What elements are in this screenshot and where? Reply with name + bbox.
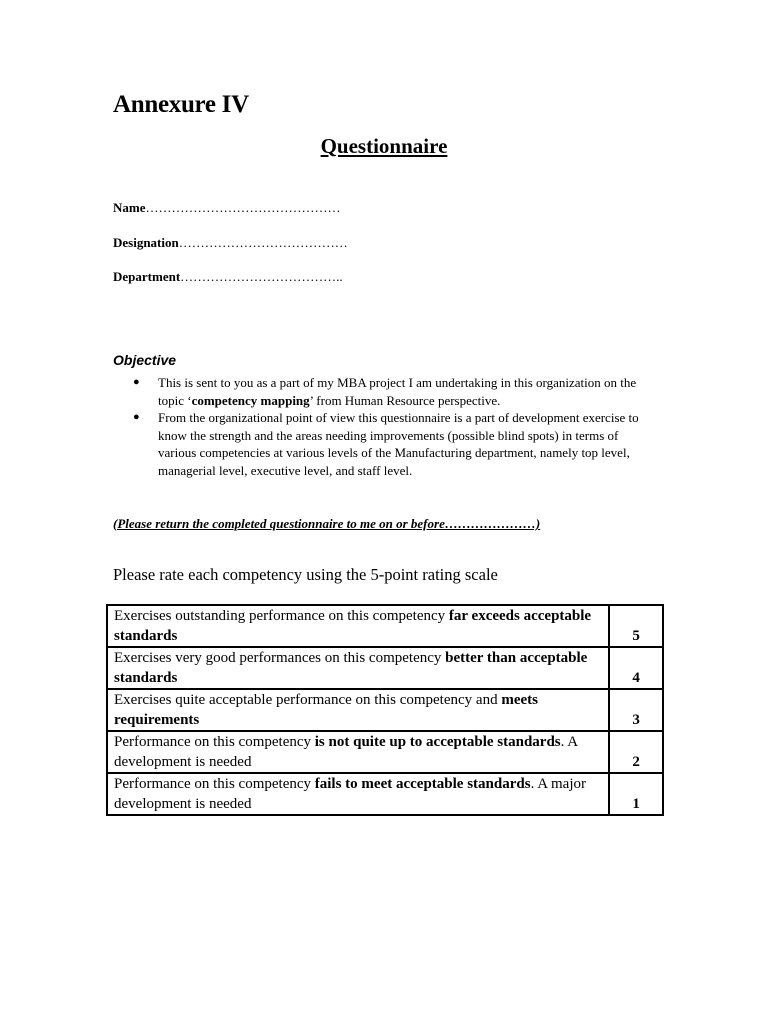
objective-heading: Objective — [113, 352, 177, 368]
objective-item-text: ’ from Human Resource perspective. — [309, 392, 501, 408]
objective-item-text: From the organizational point of view this questionnaire is a part of development exercise to know the strength and the areas needing improvements (possible blind spots) in terms of various competencies at various levels of the Manufacturing department, namely top level, managerial level, executive level, and staff level. — [158, 410, 639, 478]
rating-text: Exercises outstanding performance on this competency — [114, 608, 449, 624]
designation-field[interactable] — [113, 235, 348, 251]
rating-row — [107, 605, 663, 647]
designation-label: Designation — [113, 235, 179, 250]
rating-description — [107, 773, 609, 815]
rating-score: 5 — [609, 605, 663, 647]
department-field[interactable] — [113, 269, 343, 285]
designation-blank[interactable]: ………………………………… — [178, 235, 348, 250]
name-label: Name — [113, 200, 146, 215]
name-blank[interactable]: ……………………………………… — [145, 200, 341, 215]
bullet-icon: ● — [133, 411, 140, 423]
rating-emphasis: is not quite up to acceptable standards — [314, 734, 561, 750]
rating-text: Exercises very good performances on this competency — [114, 650, 446, 666]
rating-row — [107, 647, 663, 689]
objective-list — [113, 374, 653, 479]
rating-description — [107, 647, 609, 689]
rating-score: 1 — [609, 773, 663, 815]
department-blank[interactable]: ……………………………….. — [180, 269, 343, 284]
rating-score: 2 — [609, 731, 663, 773]
rating-text: Exercises quite acceptable performance on this competency and — [114, 692, 502, 708]
rating-instruction: Please rate each competency using the 5-point rating scale — [113, 565, 498, 584]
rating-row — [107, 731, 663, 773]
rating-emphasis: far exceeds acceptable standards — [114, 608, 592, 644]
objective-item — [133, 409, 653, 479]
objective-item-emphasis: competency mapping — [191, 392, 310, 408]
rating-row — [107, 689, 663, 731]
department-label: Department — [113, 269, 181, 284]
page-title: Annexure IV — [113, 91, 249, 118]
rating-text: . A development is needed — [114, 734, 578, 770]
bullet-icon: ● — [133, 376, 140, 388]
rating-score: 3 — [609, 689, 663, 731]
objective-item — [133, 374, 653, 409]
rating-emphasis: meets requirements — [114, 692, 538, 728]
name-field[interactable] — [113, 200, 341, 216]
rating-text: Performance on this competency — [114, 776, 315, 792]
rating-text: Performance on this competency — [114, 734, 315, 750]
rating-emphasis: fails to meet acceptable standards — [314, 776, 531, 792]
rating-scale-table — [106, 604, 664, 816]
rating-emphasis: better than acceptable standards — [114, 650, 588, 686]
return-note: (Please return the completed questionnaire to me on or before…………………) — [113, 516, 541, 531]
rating-description — [107, 731, 609, 773]
objective-item-text: This is sent to you as a part of my MBA project I am undertaking in this organization on the topic ‘ — [158, 375, 637, 408]
rating-score: 4 — [609, 647, 663, 689]
rating-description — [107, 689, 609, 731]
rating-description — [107, 605, 609, 647]
rating-row — [107, 773, 663, 815]
questionnaire-title: Questionnaire — [320, 134, 448, 158]
rating-text: . A major development is needed — [114, 776, 586, 812]
